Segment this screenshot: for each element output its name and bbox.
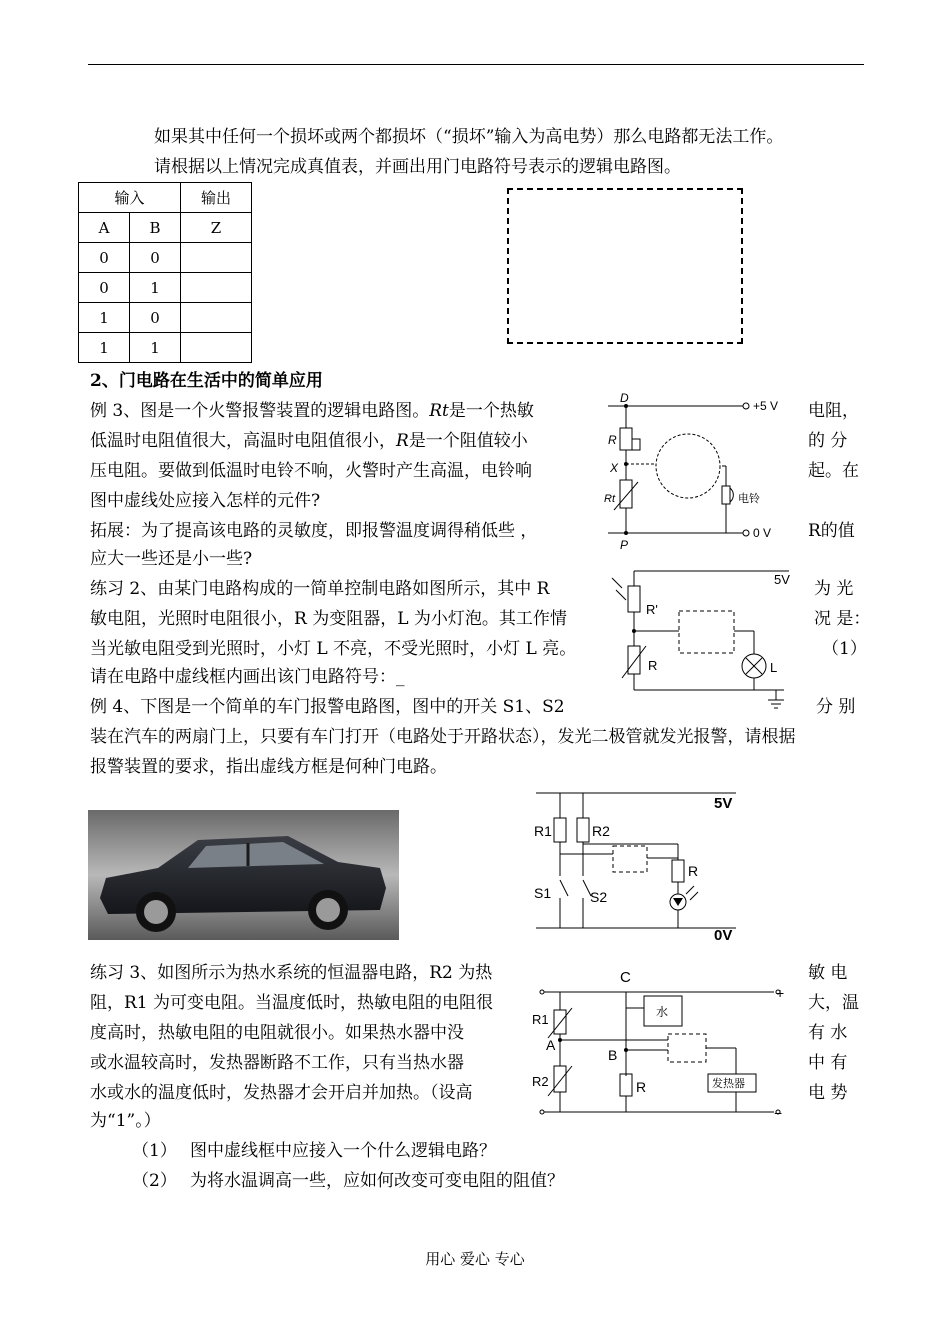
intro-line-2: 请根据以上情况完成真值表，并画出用门电路符号表示的逻辑电路图。 — [154, 157, 681, 177]
fire-alarm-circuit-diagram — [598, 388, 798, 553]
practice2-line-3: 当光敏电阻受到光照时，小灯 L 不亮，不受光照时，小灯 L 亮。 — [90, 639, 577, 659]
example3-line-3: 压电阻。要做到低温时电铃不响，火警时产生高温，电铃响 — [90, 461, 532, 481]
table-row — [79, 243, 252, 273]
label-r1: R1 — [534, 823, 552, 839]
label-r-prime: R' — [646, 602, 658, 617]
label-r: R — [688, 863, 699, 879]
label-x: X — [610, 461, 619, 475]
practice3-line-4: 或水温较高时，发热器断路不工作，只有当热水器 — [90, 1053, 464, 1073]
label-a: A — [546, 1037, 556, 1053]
answer-dashed-box[interactable] — [507, 188, 743, 344]
label-p: P — [620, 538, 629, 552]
example4-line-3: 报警装置的要求，指出虚线方框是何种门电路。 — [90, 757, 447, 777]
label-r1: R1 — [532, 1012, 549, 1027]
practice2-line-2-right: 况 是： — [814, 609, 871, 629]
practice3-line-2: 阻，R1 为可变电阻。当温度低时，热敏电阻的电阻很 — [90, 993, 494, 1013]
practice3-line-5-right: 电 势 — [808, 1083, 848, 1103]
practice3-line-4-right: 中 有 — [808, 1053, 848, 1073]
practice2-line-1-right: 为 光 — [814, 579, 854, 599]
label-bell: 电铃 — [738, 493, 760, 505]
practice2-line-3-right: （1） — [822, 639, 867, 659]
cell-z[interactable] — [181, 243, 252, 273]
label-5v: +5 V — [753, 399, 779, 413]
table-col-z: Z — [181, 213, 252, 243]
practice3-line-5: 水或水的温度低时，发热器才会开启并加热。（设高 — [90, 1083, 473, 1103]
section-2-title: 2、门电路在生活中的简单应用 — [90, 371, 323, 391]
example3-line-1-right: 电阻， — [808, 401, 859, 421]
label-r: R — [636, 1079, 647, 1095]
practice3-line-1: 练习 3、如图所示为热水系统的恒温器电路，R2 为热 — [90, 963, 493, 983]
label-rt: Rt — [604, 493, 615, 505]
cell-b: 1 — [130, 273, 181, 303]
cell-a: 0 — [79, 273, 130, 303]
label-r: R — [648, 658, 658, 673]
page-footer: 用心 爱心 专心 — [425, 1250, 525, 1268]
practice3-line-1-right: 敏 电 — [808, 963, 848, 983]
cell-a: 1 — [79, 303, 130, 333]
car-photo — [88, 810, 399, 940]
label-heater: 发热器 — [712, 1078, 745, 1090]
heater-thermostat-circuit-diagram — [528, 962, 798, 1120]
cell-b: 0 — [130, 303, 181, 333]
label-5v: 5V — [714, 795, 733, 812]
intro-line-1: 如果其中任何一个损坏或两个都损坏（“损坏”输入为高电势）那么电路都无法工作。 — [154, 127, 784, 147]
example4-line-1: 例 4、下图是一个简单的车门报警电路图，图中的开关 S1、S2 — [90, 697, 565, 717]
cell-b: 0 — [130, 243, 181, 273]
practice3-line-3: 度高时，热敏电阻的电阻就很小。如果热水器中没 — [90, 1023, 464, 1043]
cell-z[interactable] — [181, 303, 252, 333]
table-header-input: 输入 — [79, 183, 181, 213]
label-water: 水 — [656, 1005, 669, 1019]
table-row — [79, 273, 252, 303]
truth-table — [78, 182, 252, 363]
label-l: L — [770, 660, 778, 675]
example3-line-2-right: 的 分 — [808, 431, 848, 451]
cell-a: 1 — [79, 333, 130, 363]
question-1-text: 图中虚线框中应接入一个什么逻辑电路？ — [190, 1141, 496, 1161]
example3-line-3-right: 起。在 — [808, 461, 859, 481]
question-1-number: （1） — [132, 1141, 177, 1161]
label-d: D — [620, 391, 629, 405]
label-minus: − — [774, 1105, 783, 1120]
cell-z[interactable] — [181, 333, 252, 363]
cell-z[interactable] — [181, 273, 252, 303]
example3-line-5-right: R的值 — [808, 521, 855, 541]
example3-line-1: 例 3、图是一个火警报警装置的逻辑电路图。Rt是一个热敏 — [90, 401, 534, 421]
example3-line-5: 拓展：为了提高该电路的灵敏度，即报警温度调得稍低些 ， — [90, 521, 538, 541]
question-2-text: 为将水温调高一些，应如何改变可变电阻的阻值？ — [190, 1171, 564, 1191]
example3-line-6: 应大一些还是小一些? — [90, 549, 253, 569]
header-rule — [88, 64, 864, 65]
label-r2: R2 — [592, 823, 610, 839]
label-c: C — [620, 969, 631, 986]
label-b: B — [608, 1047, 618, 1063]
practice3-line-3-right: 有 水 — [808, 1023, 848, 1043]
label-plus: + — [776, 985, 785, 1001]
label-s1: S1 — [534, 885, 552, 901]
label-s2: S2 — [590, 889, 608, 905]
practice2-line-1: 练习 2、由某门电路构成的一简单控制电路如图所示，其中 R — [90, 579, 550, 599]
table-header-output: 输出 — [181, 183, 252, 213]
table-row — [79, 303, 252, 333]
cell-a: 0 — [79, 243, 130, 273]
example4-line-2: 装在汽车的两扇门上，只要有车门打开（电路处于开路状态），发光二极管就发光报警，请根据 — [90, 727, 796, 747]
door-alarm-circuit-diagram — [528, 788, 748, 944]
label-r2: R2 — [532, 1074, 549, 1089]
light-control-circuit-diagram — [604, 566, 804, 716]
table-row — [79, 333, 252, 363]
question-2-number: （2） — [132, 1171, 177, 1191]
example3-line-2: 低温时电阻值很大，高温时电阻值很小，R是一个阻值较小 — [90, 431, 528, 451]
cell-b: 1 — [130, 333, 181, 363]
practice3-line-6: 为“1”。） — [90, 1111, 161, 1131]
table-col-a: A — [79, 213, 130, 243]
label-r: R — [608, 433, 617, 447]
table-col-b: B — [130, 213, 181, 243]
example3-line-4: 图中虚线处应接入怎样的元件? — [90, 491, 321, 511]
example4-line-1-right: 分 别 — [816, 697, 856, 717]
practice2-line-2: 敏电阻，光照时电阻很小，R 为变阻器，L 为小灯泡。其工作情 — [90, 609, 567, 629]
practice3-line-2-right: 大，温 — [808, 993, 859, 1013]
label-0v: 0 V — [753, 526, 772, 540]
practice2-line-4: 请在电路中虚线框内画出该门电路符号：_ — [90, 667, 405, 687]
label-0v: 0V — [714, 927, 733, 944]
label-5v: 5V — [774, 572, 790, 587]
